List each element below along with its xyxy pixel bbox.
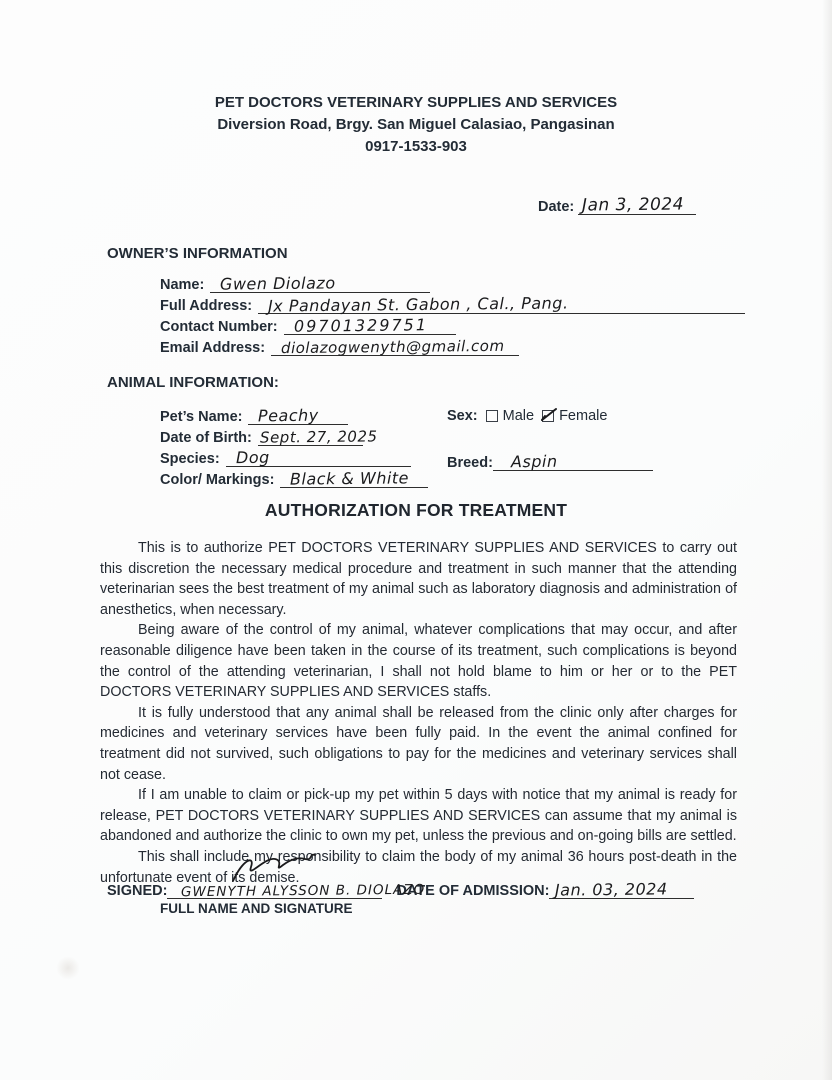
sex-label: Sex:: [447, 408, 478, 424]
owner-email-line: [271, 337, 519, 356]
breed-label: Breed:: [447, 455, 493, 471]
owner-contact-label: Contact Number:: [160, 319, 278, 335]
signed-label: SIGNED:: [107, 883, 168, 899]
owner-name-label: Name:: [160, 277, 205, 293]
scan-smudge: [56, 956, 80, 980]
owner-email-value: diolazogwenyth@gmail.com: [280, 336, 505, 358]
species-value: Dog: [235, 447, 270, 468]
pet-name-label: Pet’s Name:: [160, 409, 243, 425]
female-checkbox: [542, 410, 554, 422]
owner-section-heading: OWNER’S INFORMATION: [107, 245, 288, 262]
clinic-address: Diversion Road, Brgy. San Miguel Calasiao, Pangasinan: [217, 116, 615, 133]
pet-name-value: Peachy: [258, 405, 320, 426]
signed-name-value: GWENYTH ALYSSON B. DIOLAZO: [181, 881, 426, 901]
authorization-paragraph: It is fully understood that any animal shall be released from the clinic only after charges for medicines and veterinary services have been fully paid. In the event the animal confined for treatment did not survived, such obligations to pay for the medicines and veterinary services shall not cease.: [100, 704, 737, 783]
owner-contact-row: [160, 314, 745, 335]
signed-line: [167, 880, 426, 901]
date-line: [578, 196, 696, 215]
owner-name-value: Gwen Diolazo: [220, 273, 336, 294]
female-label: Female: [559, 408, 608, 424]
authorization-paragraph: Being aware of the control of my animal, whatever complications that may occur, and after reasonable diligence have been taken in the course of its treatment, such complications is beyond the control of the attending veterinarian, I shall not hold blame to him or her or to the PET DOCTORS VETERINARY SUPPLIES AND SERVICES staffs.: [100, 622, 737, 701]
clinic-phone: 0917-1533-903: [365, 138, 467, 155]
authorization-title: AUTHORIZATION FOR TREATMENT: [264, 500, 568, 520]
form-header: [0, 92, 832, 158]
date-row: [538, 196, 696, 215]
authorization-paragraph: If I am unable to claim or pick-up my pet within 5 days with notice that my animal is ready for release, PET DOCTORS VETERINARY SUPPLIES AND SERVICES can assume that my animal is abandoned and authorize the clinic to own my pet, unless the previous and on-going bills are settled.: [100, 787, 737, 845]
owner-contact-line: [284, 316, 456, 335]
sex-row: [447, 408, 607, 424]
species-row: [160, 446, 428, 467]
female-check-mark-icon: [540, 407, 560, 423]
owner-address-label: Full Address:: [160, 298, 253, 314]
color-markings-row: [160, 467, 428, 488]
signature-caption: FULL NAME AND SIGNATURE: [160, 901, 353, 916]
date-label: Date:: [538, 199, 575, 215]
admission-date-value: Jan. 03, 2024: [555, 879, 669, 900]
male-checkbox: [486, 410, 498, 422]
color-markings-line: [280, 469, 428, 488]
dob-line: [258, 427, 378, 447]
animal-section-heading: ANIMAL INFORMATION:: [107, 374, 279, 391]
species-line: [226, 448, 411, 467]
clinic-name: PET DOCTORS VETERINARY SUPPLIES AND SERVICES: [214, 94, 618, 111]
authorization-body: [100, 538, 737, 888]
owner-name-line: [210, 274, 430, 293]
pet-name-line: [248, 406, 348, 425]
admission-date-label: DATE OF ADMISSION:: [396, 883, 550, 899]
pet-name-row: [160, 404, 428, 425]
color-markings-label: Color/ Markings:: [160, 472, 275, 488]
admission-date-line: [549, 880, 694, 899]
owner-email-label: Email Address:: [160, 340, 266, 356]
owner-name-row: [160, 272, 745, 293]
dob-value: Sept. 27, 2025: [259, 427, 378, 447]
authorization-paragraph: This is to authorize PET DOCTORS VETERINARY SUPPLIES AND SERVICES to carry out this discretion the necessary medical procedure and treatment in such manner that the attending veterinarian sees the best treatment of my animal such as laboratory diagnosis and administration of anesthetics, when necessary.: [100, 540, 737, 618]
owner-address-line: [258, 295, 745, 314]
breed-row: [447, 450, 653, 471]
breed-value: Aspin: [510, 451, 558, 472]
dob-row: [160, 425, 428, 446]
authorization-paragraph: This shall include my responsibility to claim the body of my animal 36 hours post-death in the unfortunate event of its demise.: [100, 848, 737, 886]
dob-label: Date of Birth:: [160, 430, 252, 446]
color-markings-value: Black & White: [290, 468, 410, 489]
owner-address-value: Jx Pandayan St. Gabon , Cal., Pang.: [268, 293, 569, 316]
owner-fields: [160, 272, 745, 356]
owner-contact-value: 09701329751: [293, 315, 428, 336]
owner-address-row: [160, 293, 745, 314]
male-label: Male: [502, 408, 535, 424]
scan-edge-shadow: [822, 0, 832, 1080]
owner-email-row: [160, 335, 745, 356]
breed-line: [493, 452, 653, 471]
species-label: Species:: [160, 451, 220, 467]
signature-row: [107, 880, 694, 899]
date-value-handwritten: Jan 3, 2024: [582, 194, 685, 216]
animal-fields-left: [160, 404, 428, 488]
